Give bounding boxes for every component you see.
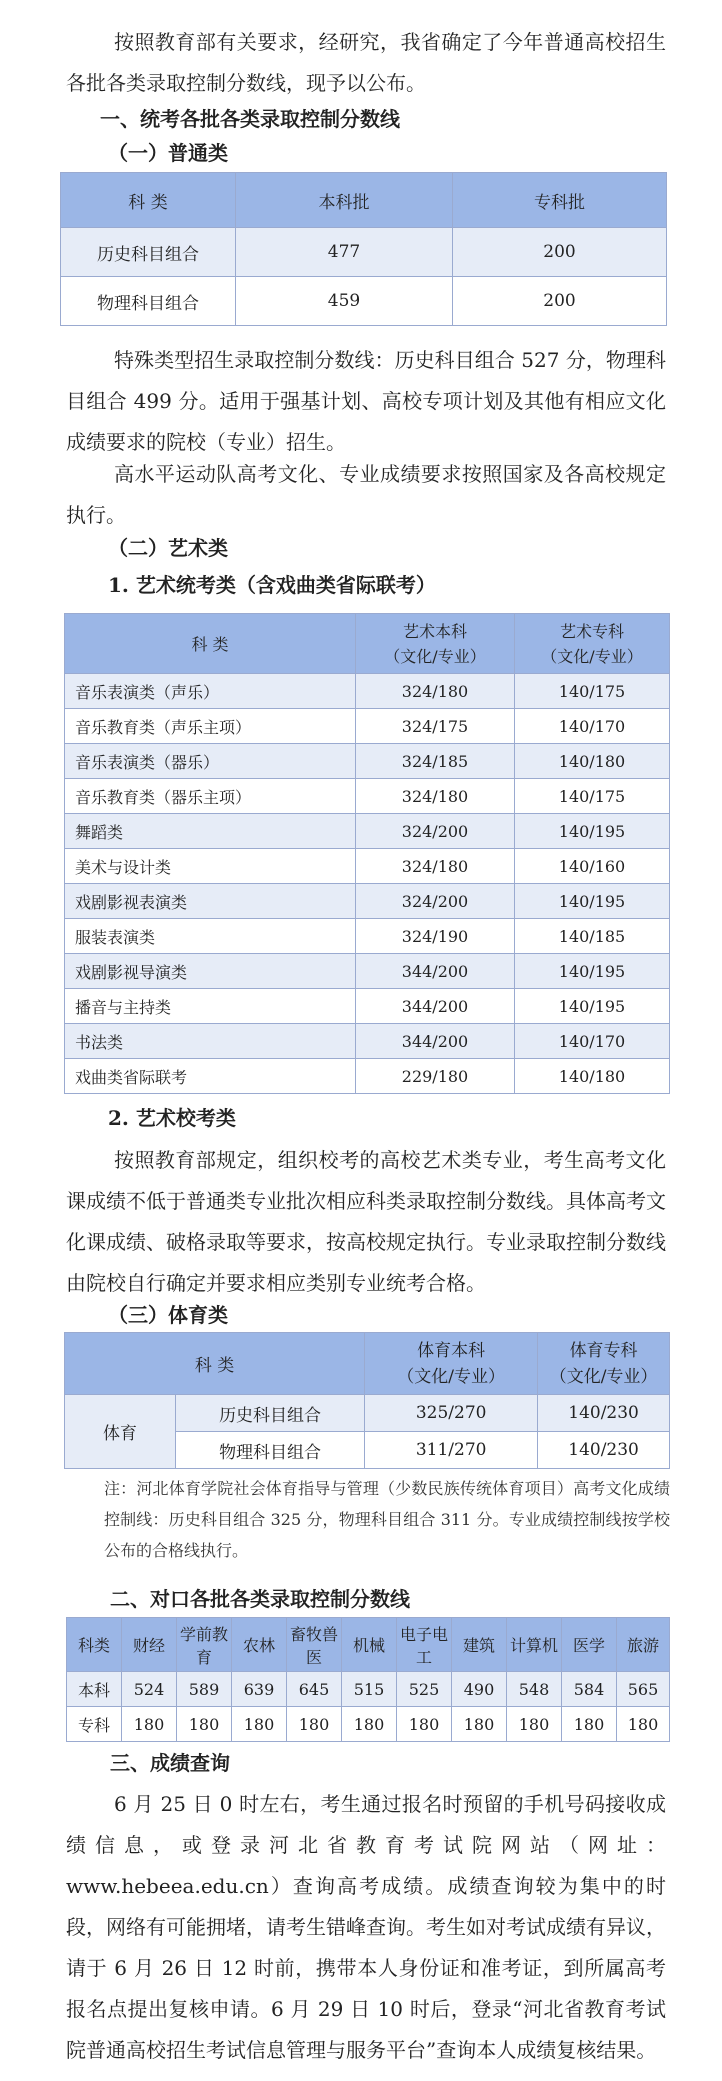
vocational-cell: 180 bbox=[177, 1707, 232, 1742]
general-header-category: 科 类 bbox=[61, 173, 236, 228]
art-row-undergrad: 324/175 bbox=[356, 709, 515, 744]
table-row bbox=[65, 779, 670, 814]
vocational-header: 科类 bbox=[67, 1618, 122, 1672]
vocational-header: 建筑 bbox=[452, 1618, 507, 1672]
art-row-category: 戏曲类省际联考 bbox=[65, 1059, 356, 1094]
table-row bbox=[65, 744, 670, 779]
art-header-category: 科 类 bbox=[65, 614, 356, 674]
art-unified-title: 1. 艺术统考类（含戏曲类省际联考） bbox=[108, 573, 436, 597]
art-row-undergrad: 229/180 bbox=[356, 1059, 515, 1094]
art-row-junior: 140/175 bbox=[515, 779, 670, 814]
art-row-junior: 140/170 bbox=[515, 709, 670, 744]
sports-row-undergrad: 325/270 bbox=[365, 1395, 538, 1432]
general-table bbox=[60, 172, 667, 326]
vocational-cell: 524 bbox=[122, 1672, 177, 1707]
art-row-undergrad: 324/180 bbox=[356, 779, 515, 814]
sports-header-junior bbox=[538, 1333, 670, 1395]
art-row-category: 音乐教育类（器乐主项） bbox=[65, 779, 356, 814]
vocational-cell: 180 bbox=[507, 1707, 562, 1742]
art-table bbox=[64, 613, 670, 1094]
vocational-header: 财经 bbox=[122, 1618, 177, 1672]
vocational-header: 电子电工 bbox=[397, 1618, 452, 1672]
art-row-undergrad: 344/200 bbox=[356, 989, 515, 1024]
art-row-category: 音乐表演类（声乐） bbox=[65, 674, 356, 709]
sports-header-undergrad bbox=[365, 1333, 538, 1395]
art-row-undergrad: 324/190 bbox=[356, 919, 515, 954]
table-row bbox=[65, 709, 670, 744]
high-level-paragraph: 高水平运动队高考文化、专业成绩要求按照国家及各高校规定执行。 bbox=[66, 462, 666, 527]
sports-header-junior-label: 体育专科 bbox=[569, 1340, 638, 1361]
art-row-junior: 140/180 bbox=[515, 744, 670, 779]
art-header-undergrad-label: 艺术本科 bbox=[402, 621, 467, 641]
general-row-junior: 200 bbox=[453, 277, 667, 326]
vocational-header: 计算机 bbox=[507, 1618, 562, 1672]
art-row-category: 舞蹈类 bbox=[65, 814, 356, 849]
sports-header-category: 科 类 bbox=[65, 1333, 365, 1395]
sports-row-category: 历史科目组合 bbox=[176, 1395, 365, 1432]
art-row-category: 服装表演类 bbox=[65, 919, 356, 954]
art-row-junior: 140/195 bbox=[515, 954, 670, 989]
art-row-undergrad: 324/200 bbox=[356, 814, 515, 849]
table-row bbox=[67, 1672, 670, 1707]
table-row bbox=[65, 884, 670, 919]
vocational-cell: 589 bbox=[177, 1672, 232, 1707]
table-row bbox=[65, 954, 670, 989]
vocational-cell: 490 bbox=[452, 1672, 507, 1707]
vocational-cell: 645 bbox=[287, 1672, 342, 1707]
vocational-cell: 525 bbox=[397, 1672, 452, 1707]
art-row-junior: 140/195 bbox=[515, 884, 670, 919]
art-row-junior: 140/195 bbox=[515, 814, 670, 849]
vocational-table bbox=[66, 1617, 670, 1742]
table-row bbox=[65, 849, 670, 884]
section1-heading: 一、统考各批各类录取控制分数线 bbox=[100, 107, 400, 131]
vocational-row-label: 本科 bbox=[67, 1672, 122, 1707]
art-row-junior: 140/170 bbox=[515, 1024, 670, 1059]
sports-header-undergrad-label: 体育本科 bbox=[417, 1340, 486, 1361]
vocational-cell: 584 bbox=[562, 1672, 617, 1707]
art-row-undergrad: 324/180 bbox=[356, 849, 515, 884]
section3-heading: 三、成绩查询 bbox=[110, 1751, 230, 1775]
vocational-cell: 515 bbox=[342, 1672, 397, 1707]
general-row-category: 历史科目组合 bbox=[61, 228, 236, 277]
vocational-cell: 180 bbox=[562, 1707, 617, 1742]
sports-subheading: （三）体育类 bbox=[108, 1303, 228, 1327]
general-header-undergrad: 本科批 bbox=[236, 173, 453, 228]
vocational-cell: 180 bbox=[232, 1707, 287, 1742]
general-row-junior: 200 bbox=[453, 228, 667, 277]
art-header-junior-label: 艺术专科 bbox=[559, 621, 624, 641]
intro-paragraph: 按照教育部有关要求，经研究，我省确定了今年普通高校招生各批各类录取控制分数线，现予以公布。 bbox=[66, 30, 666, 95]
vocational-header: 农林 bbox=[232, 1618, 287, 1672]
vocational-header: 学前教育 bbox=[177, 1618, 232, 1672]
sports-row-undergrad: 311/270 bbox=[365, 1432, 538, 1469]
sports-row-junior: 140/230 bbox=[538, 1395, 670, 1432]
vocational-header: 畜牧兽医 bbox=[287, 1618, 342, 1672]
table-row bbox=[65, 1395, 670, 1432]
vocational-cell: 180 bbox=[122, 1707, 177, 1742]
vocational-header: 旅游 bbox=[617, 1618, 670, 1672]
art-row-junior: 140/185 bbox=[515, 919, 670, 954]
vocational-cell: 180 bbox=[452, 1707, 507, 1742]
vocational-cell: 565 bbox=[617, 1672, 670, 1707]
art-row-undergrad: 324/180 bbox=[356, 674, 515, 709]
table-row bbox=[65, 919, 670, 954]
vocational-cell: 180 bbox=[397, 1707, 452, 1742]
art-row-junior: 140/160 bbox=[515, 849, 670, 884]
vocational-cell: 180 bbox=[287, 1707, 342, 1742]
general-row-undergrad: 459 bbox=[236, 277, 453, 326]
art-row-undergrad: 324/200 bbox=[356, 884, 515, 919]
table-row bbox=[65, 1059, 670, 1094]
art-header-junior bbox=[515, 614, 670, 674]
sports-note: 注：河北体育学院社会体育指导与管理（少数民族传统体育项目）高考文化成绩控制线：历史科目组合 325 分，物理科目组合 311 分。专业成绩控制线按学校公布的合格线执行。 bbox=[104, 1479, 670, 1560]
table-row bbox=[67, 1707, 670, 1742]
art-row-junior: 140/180 bbox=[515, 1059, 670, 1094]
special-type-paragraph: 特殊类型招生录取控制分数线：历史科目组合 527 分，物理科目组合 499 分。适用于强基计划、高校专项计划及其他有相应文化成绩要求的院校（专业）招生。 bbox=[66, 348, 666, 454]
art-subheading: （二）艺术类 bbox=[108, 536, 228, 560]
art-row-category: 美术与设计类 bbox=[65, 849, 356, 884]
vocational-row-label: 专科 bbox=[67, 1707, 122, 1742]
sports-table bbox=[64, 1332, 670, 1469]
art-row-undergrad: 344/200 bbox=[356, 1024, 515, 1059]
sports-row-category: 物理科目组合 bbox=[176, 1432, 365, 1469]
score-query-paragraph: 6 月 25 日 0 时左右，考生通过报名时预留的手机号码接收成绩信息，或登录河北省教育考试院网站（网址：www.hebeea.edu.cn）查询高考成绩。成绩查询较为集中的时段，网络有可能拥堵，请考生错峰查询。考生如对考试成绩有异议，请于 6 月 26 日 12 时前，携带本人身份证和准考证，到所属高考报名点提出复核申请。6 月 29 日 10 时后，登录“河北省教育考试院普通高校招生考试信息管理与服务平台”查询本人成绩复核结果。 bbox=[66, 1792, 666, 2062]
art-header-junior-note: （文化/专业） bbox=[541, 646, 643, 666]
art-row-category: 戏剧影视导演类 bbox=[65, 954, 356, 989]
art-school-paragraph: 按照教育部规定，组织校考的高校艺术类专业，考生高考文化课成绩不低于普通类专业批次相应科类录取控制分数线。具体高考文化课成绩、破格录取等要求，按高校规定执行。专业录取控制分数线由院校自行确定并要求相应类别专业统考合格。 bbox=[66, 1148, 666, 1295]
vocational-header: 医学 bbox=[562, 1618, 617, 1672]
vocational-cell: 180 bbox=[617, 1707, 670, 1742]
art-row-category: 音乐教育类（声乐主项） bbox=[65, 709, 356, 744]
sports-header-undergrad-note: （文化/专业） bbox=[397, 1366, 505, 1387]
art-header-undergrad bbox=[356, 614, 515, 674]
sports-row-junior: 140/230 bbox=[538, 1432, 670, 1469]
vocational-cell: 548 bbox=[507, 1672, 562, 1707]
art-row-undergrad: 344/200 bbox=[356, 954, 515, 989]
art-row-category: 戏剧影视表演类 bbox=[65, 884, 356, 919]
art-header-undergrad-note: （文化/专业） bbox=[384, 646, 486, 666]
table-row bbox=[65, 814, 670, 849]
art-row-junior: 140/195 bbox=[515, 989, 670, 1024]
general-header-junior: 专科批 bbox=[453, 173, 667, 228]
table-row bbox=[65, 989, 670, 1024]
section2-heading: 二、对口各批各类录取控制分数线 bbox=[110, 1587, 410, 1611]
art-row-undergrad: 324/185 bbox=[356, 744, 515, 779]
general-row-undergrad: 477 bbox=[236, 228, 453, 277]
table-row bbox=[65, 1024, 670, 1059]
art-school-title: 2. 艺术校考类 bbox=[108, 1106, 236, 1130]
general-row-category: 物理科目组合 bbox=[61, 277, 236, 326]
sports-header-junior-note: （文化/专业） bbox=[549, 1366, 658, 1387]
art-row-category: 播音与主持类 bbox=[65, 989, 356, 1024]
table-row bbox=[61, 277, 667, 326]
art-row-junior: 140/175 bbox=[515, 674, 670, 709]
art-row-category: 书法类 bbox=[65, 1024, 356, 1059]
table-row bbox=[61, 228, 667, 277]
general-subheading: （一）普通类 bbox=[108, 141, 228, 165]
vocational-cell: 639 bbox=[232, 1672, 287, 1707]
table-row bbox=[65, 674, 670, 709]
sports-group-label: 体育 bbox=[65, 1395, 176, 1469]
vocational-cell: 180 bbox=[342, 1707, 397, 1742]
vocational-header: 机械 bbox=[342, 1618, 397, 1672]
art-row-category: 音乐表演类（器乐） bbox=[65, 744, 356, 779]
